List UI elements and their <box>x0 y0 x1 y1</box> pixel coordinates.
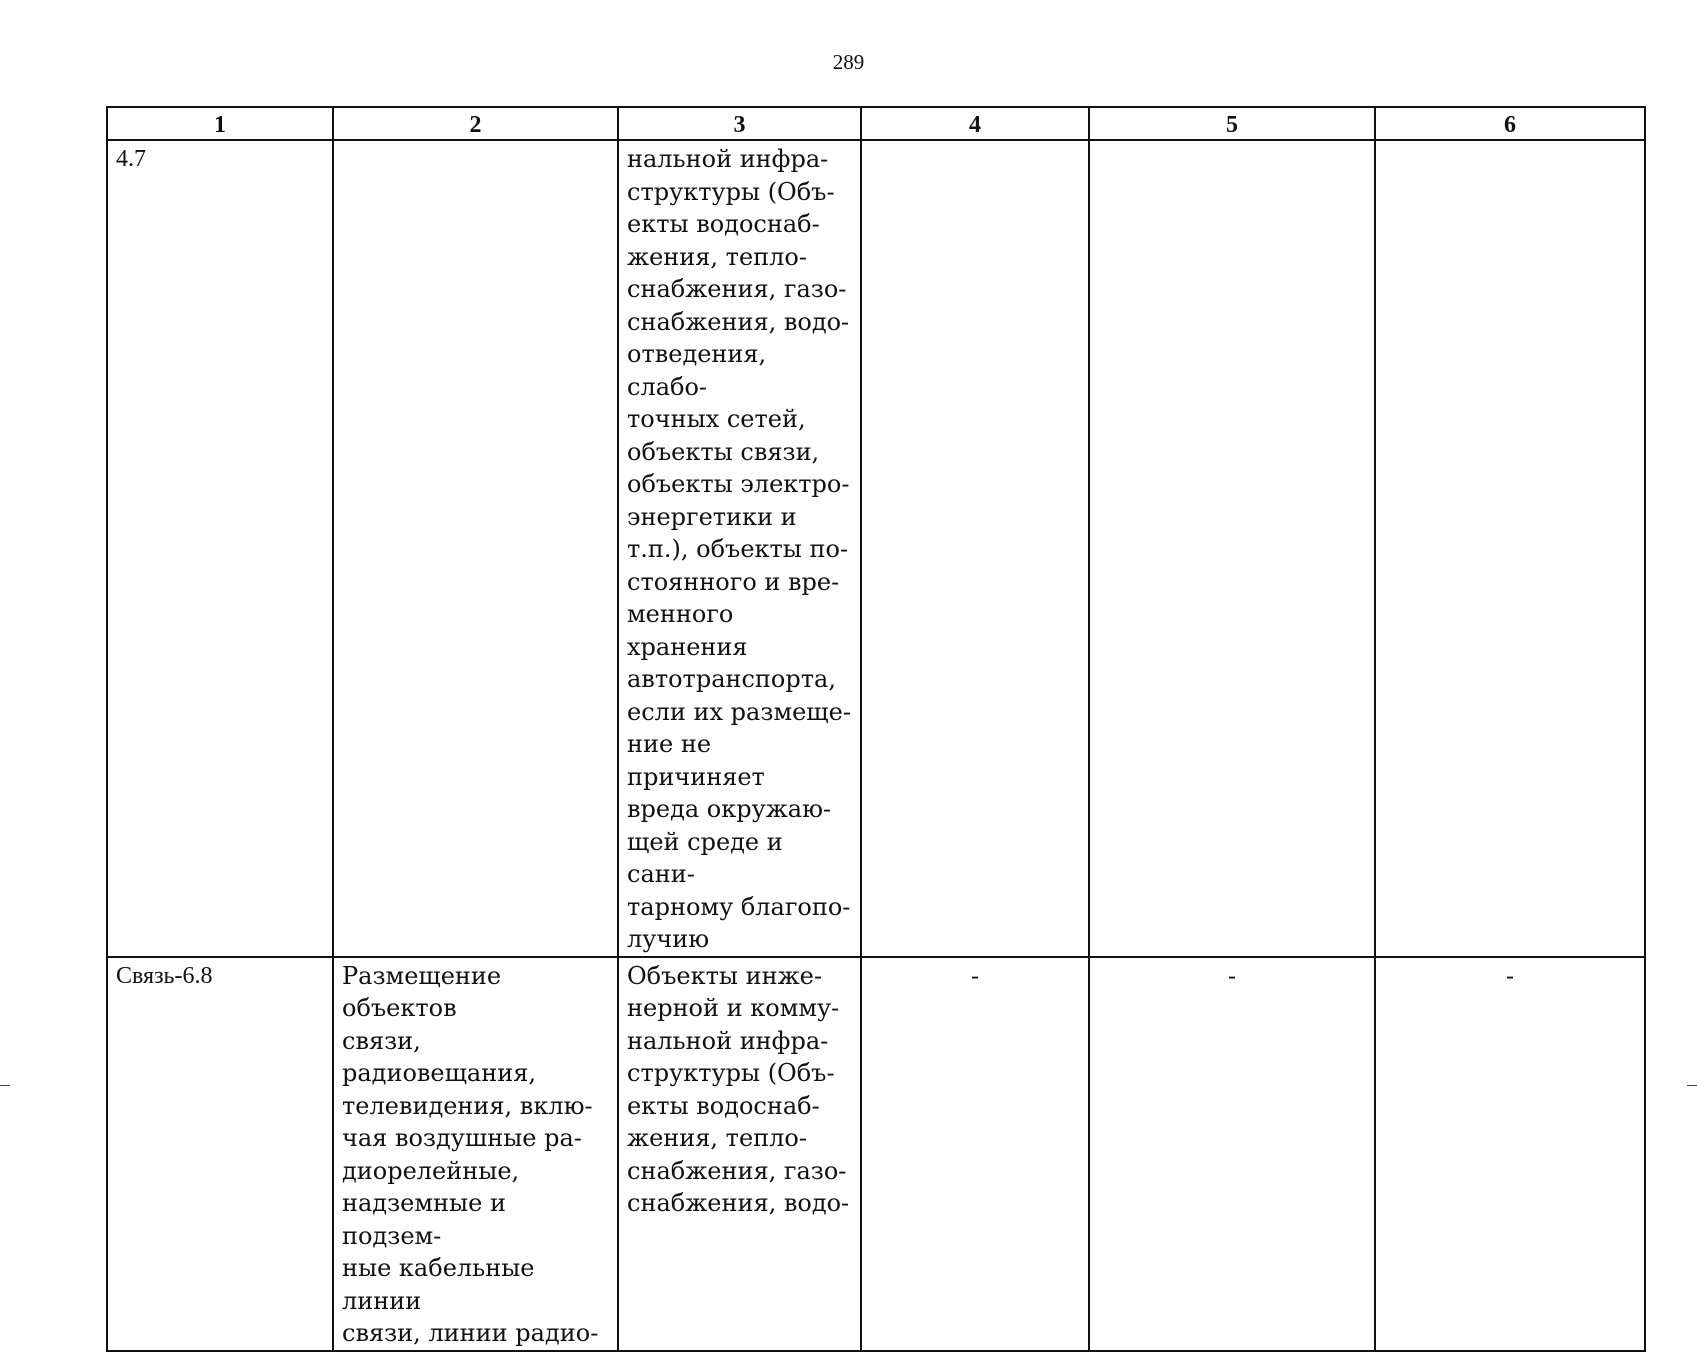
cell-objects: нальной инфра- структуры (Объ- екты водоснаб- жения, тепло- снабжения, газо- снабжения, водо- отведения, слабо- точных сетей, объекты связи, объекты электро- энергетики и т.п.), объекты по- стоянного и вре- менного хранения автотранспорта, если их размеще- ние не причиняет вреда окружаю- щей среде и сани- тарному благопо- лучию <box>618 140 861 957</box>
cell-col4 <box>861 140 1089 957</box>
cell-col6: - <box>1375 957 1645 1351</box>
cell-code: Связь-6.8 <box>107 957 333 1351</box>
cell-col4: - <box>861 957 1089 1351</box>
cell-col5 <box>1089 140 1375 957</box>
column-header-3: 3 <box>618 107 861 140</box>
cell-description: Размещение объектов связи, радиовещания, телевидения, вклю- чая воздушные ра- диорелейные, надземные и подзем- ные кабельные линии связи, линии радио- <box>333 957 618 1351</box>
table-row <box>107 957 1645 1351</box>
cell-code: 4.7 <box>107 140 333 957</box>
column-header-6: 6 <box>1375 107 1645 140</box>
scan-edge-mark-right <box>1687 1085 1697 1086</box>
table-row <box>107 140 1645 957</box>
cell-col5: - <box>1089 957 1375 1351</box>
page-number: 289 <box>832 50 865 74</box>
cell-description <box>333 140 618 957</box>
column-header-2: 2 <box>333 107 618 140</box>
scan-edge-mark-left <box>0 1085 10 1086</box>
column-header-5: 5 <box>1089 107 1375 140</box>
cell-objects: Объекты инже- нерной и комму- нальной инфра- структуры (Объ- екты водоснаб- жения, тепло- снабжения, газо- снабжения, водо- <box>618 957 861 1351</box>
cell-col6 <box>1375 140 1645 957</box>
table-header-row <box>107 107 1645 140</box>
regulations-table <box>106 106 1646 1352</box>
column-header-4: 4 <box>861 107 1089 140</box>
column-header-1: 1 <box>107 107 333 140</box>
